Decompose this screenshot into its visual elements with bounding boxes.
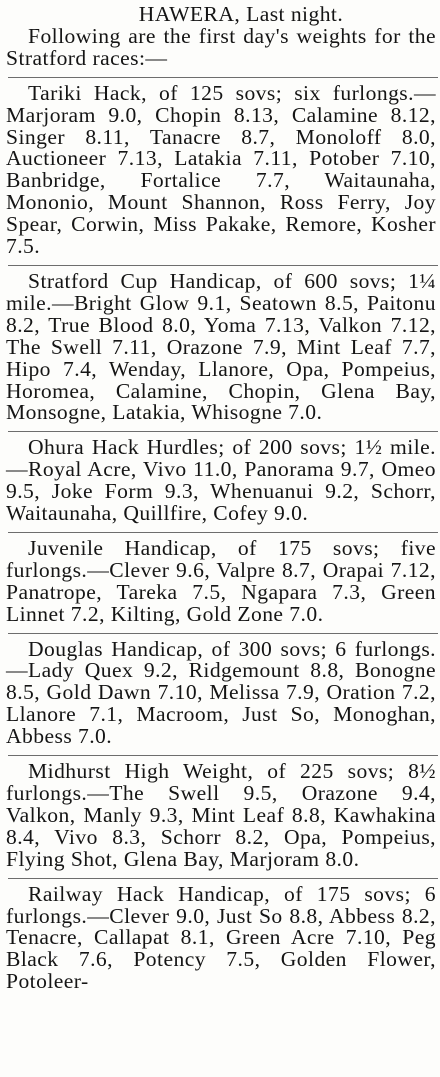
- race-juvenile-handicap: Juvenile Handicap, of 175 sovs; five furlongs.—Clever 9.6, Valpre 8.7, Orapai 7.12, Panatrope, Tareka 7.5, Ngapara 7.3, Green Linnet 7.2, Kilting, Gold Zone 7.0.: [6, 535, 436, 626]
- race-tariki-hack: Tariki Hack, of 125 sovs; six furlongs.—Marjoram 9.0, Chopin 8.13, Calamine 8.12, Singer 8.11, Tanacre 8.7, Monoloff 8.0, Auctioneer 7.13, Latakia 7.11, Potober 7.10, Banbridge, Fortalice 7.7, Waitaunaha, Mononio, Mount Shannon, Ross Ferry, Joy Spear, Corwin, Miss Pakake, Remore, Kosher 7.5.: [6, 80, 436, 259]
- divider: [8, 755, 438, 756]
- divider: [8, 77, 438, 78]
- divider: [8, 878, 438, 879]
- race-ohura-hack-hurdles: Ohura Hack Hurdles; of 200 sovs; 1½ mile.—Royal Acre, Vivo 11.0, Panorama 9.7, Omeo 9.5, Joke Form 9.3, Whenuanui 9.2, Schorr, Waitaunaha, Quillfire, Cofey 9.0.: [6, 435, 436, 526]
- divider: [8, 431, 438, 432]
- divider: [8, 532, 438, 533]
- race-douglas-handicap: Douglas Handicap, of 300 sovs; 6 furlongs.—Lady Quex 9.2, Ridgemount 8.8, Bonogne 8.5, Gold Dawn 7.10, Melissa 7.9, Oration 7.2, Llanore 7.1, Macroom, Just So, Monoghan, Abbess 7.0.: [6, 636, 436, 749]
- dateline-heading: HAWERA, Last night.: [138, 2, 344, 26]
- race-stratford-cup-handicap: Stratford Cup Handicap, of 600 sovs; 1¼ mile.—Bright Glow 9.1, Seatown 8.5, Paitonu 8.2, True Blood 8.0, Yoma 7.13, Valkon 7.12, The Swell 7.11, Orazone 7.9, Mint Leaf 7.7, Hipo 7.4, Wenday, Llanore, Opa, Pompeius, Horomea, Calamine, Chopin, Glena Bay, Monsogne, Latakia, Whisogne 7.0.: [6, 268, 436, 425]
- intro-paragraph: Following are the first day's weights for the Stratford races:—: [6, 23, 436, 70]
- divider: [8, 633, 438, 634]
- race-midhurst-high-weight: Midhurst High Weight, of 225 sovs; 8½ furlongs.—The Swell 9.5, Orazone 9.4, Valkon, Manly 9.3, Mint Leaf 8.8, Kawhakina 8.4, Vivo 8.3, Schorr 8.2, Opa, Pompeius, Flying Shot, Glena Bay, Marjoram 8.0.: [6, 759, 436, 871]
- divider: [8, 265, 438, 266]
- race-railway-hack-handicap: Railway Hack Handicap, of 175 sovs; 6 furlongs.—Clever 9.0, Just So 8.8, Abbess 8.2, Tenacre, Callapat 8.1, Green Acre 7.10, Peg Black 7.6, Potency 7.5, Golden Flower, Potoleer-: [6, 881, 436, 994]
